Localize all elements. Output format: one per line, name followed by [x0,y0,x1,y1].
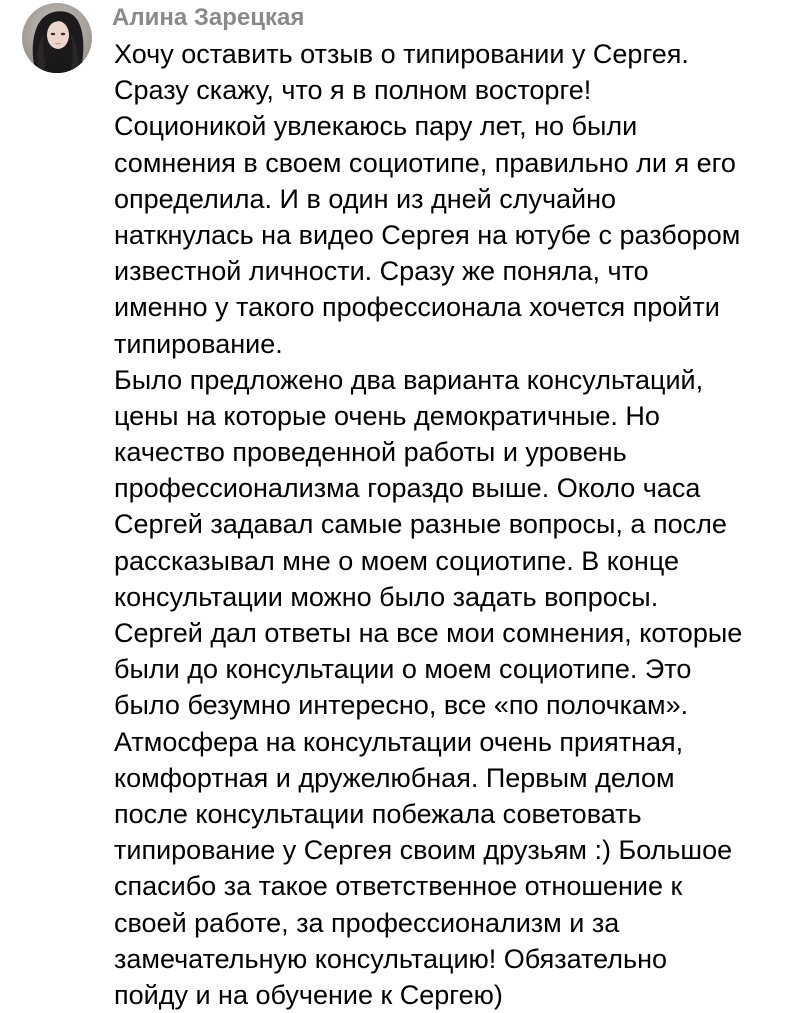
comment-line: Сергей задавал самые разные вопросы, а после [114,509,727,540]
comment-line: Соционикой увлекаюсь пару лет, но были [114,111,638,142]
comment-line: именно у такого профессионала хочется пройти [114,292,720,323]
comment-line: было безумно интересно, все «по полочкам». [114,690,689,721]
comment-line: Было предложено два варианта консультаций, [114,364,704,395]
comment-line: Хочу оставить отзыв о типировании у Сергея. [114,39,689,69]
comment-line: консультации можно было задать вопросы. [114,581,659,612]
comment-body [114,36,800,1013]
comment-line: Сразу скажу, что я в полном восторге! [114,75,592,106]
comment-line: комфортная и дружелюбная. Первым делом [114,762,675,793]
comment-line: типирование у Сергея своим друзьям :) Большое [114,835,733,866]
comment-line: Атмосфера на консультации очень приятная, [114,726,684,757]
comment-line: Сергей дал ответы на все мои сомнения, которые [114,618,743,648]
comment-line: наткнулась на видео Сергея на ютубе с разбором [114,219,741,250]
comment-line: своей работе, за профессионализм и за [114,907,620,938]
comment-line: после консультации побежала советовать [114,798,642,829]
comment-line: профессионализма гораздо выше. Около часа [114,473,701,504]
comment-line: замечательную консультацию! Обязательно [114,943,667,974]
comment-line: качество проведенной работы и уровень [114,437,627,468]
user-avatar[interactable] [22,3,92,73]
user-photo-icon [22,3,92,73]
comment-line: рассказывал мне о моем социотипе. В конце [114,545,680,576]
comment-line: сомнения в своем социотипе, правильно ли я его [114,147,736,178]
comment-line: определила. И в один из дней случайно [114,183,617,214]
comment-line: спасибо за такое ответственное отношение к [114,871,683,902]
comment-line: были до консультации о моем социотипе. Это [114,654,692,685]
comment-line: цены на которые очень демократичные. Но [114,400,660,431]
comment-line: известной личности. Сразу же поняла, что [114,256,649,287]
comment-author-name[interactable]: Алина Зарецкая [112,4,305,31]
comment-line: типирование. [114,328,283,359]
comment-line: пойду и на обучение к Сергею) [114,979,503,1010]
